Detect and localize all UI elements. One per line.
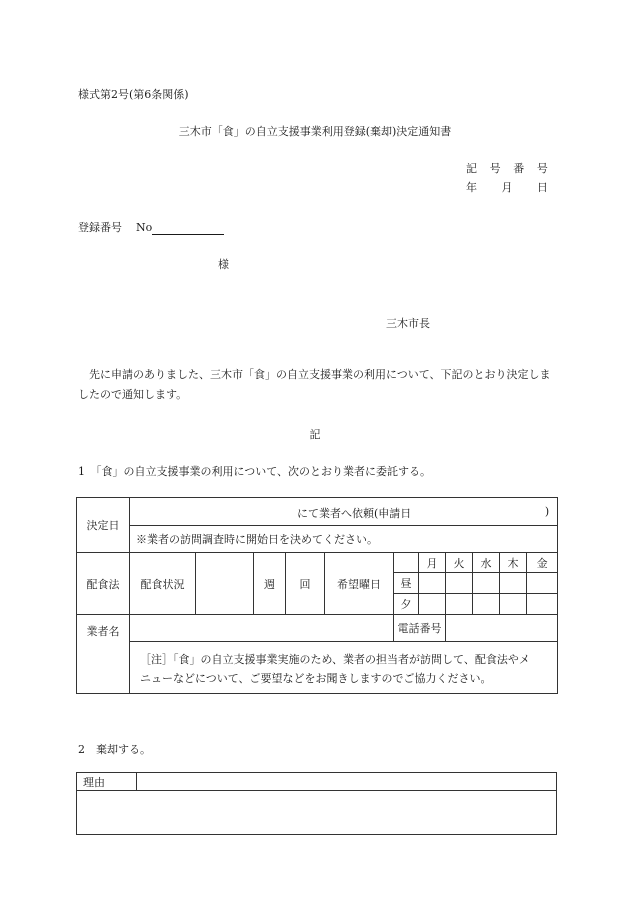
day-header-fri: 金 [527,553,558,573]
meta-char: 日 [536,181,548,194]
registration-label: 登録番号 [78,221,122,234]
lunch-mon-cell[interactable] [419,573,446,594]
lunch-thu-cell[interactable] [500,573,527,594]
item1-text: 1 「食」の自立支援事業の利用について、次のとおり業者に委託する。 [78,465,432,478]
week-label: 週 [254,553,286,615]
vendor-name-field[interactable] [130,615,394,642]
delegation-table [76,497,558,694]
meta-char: 号 [489,162,501,175]
reason-header-field[interactable] [137,773,557,791]
document-title: 三木市「食」の自立支援事業利用登録(棄却)決定通知書 [178,125,452,138]
number-row [466,159,548,178]
delivery-method-label: 配食法 [77,553,130,615]
dinner-label: 夕 [394,594,419,615]
dinner-fri-cell[interactable] [527,594,558,615]
times-label: 回 [286,553,325,615]
day-header-thu: 木 [500,553,527,573]
document-meta [466,159,548,197]
item2-text: 2 棄却する。 [78,743,151,756]
note-line: ［注］「食」の自立支援事業実施のため、業者の担当者が訪問して、配食法やメ [140,652,530,666]
registration-no-label: No [136,221,153,234]
lunch-label: 昼 [394,573,419,594]
decision-date-label: 決定日 [77,498,130,553]
meta-char: 記 [466,162,478,175]
vendor-visit-note [130,642,558,694]
close-paren: ) [544,505,550,518]
reason-field[interactable] [77,791,557,835]
ki-heading: 記 [309,428,321,441]
form-number: 様式第2号(第6条関係) [78,88,189,101]
sender-name: 三木市長 [386,317,430,330]
rejection-reason-table [76,772,557,835]
request-text: にて業者へ依頼(申請日 [297,507,412,520]
addressee-suffix: 様 [218,258,229,271]
preferred-day-label: 希望曜日 [325,553,394,615]
lunch-fri-cell[interactable] [527,573,558,594]
day-header-wed: 水 [473,553,500,573]
phone-label: 電話番号 [394,615,446,642]
registration-number [78,219,224,235]
delivery-status-field[interactable] [196,553,254,615]
date-row [466,178,548,197]
meta-char: 号 [536,162,548,175]
registration-number-blank[interactable] [152,222,224,235]
meta-char: 月 [501,181,513,194]
dinner-wed-cell[interactable] [473,594,500,615]
lunch-wed-cell[interactable] [473,573,500,594]
start-date-note: ※業者の訪問調査時に開始日を決めてください。 [130,526,558,553]
meta-char: 年 [466,181,478,194]
day-header-tue: 火 [446,553,473,573]
day-header-mon: 月 [419,553,446,573]
dinner-tue-cell[interactable] [446,594,473,615]
day-corner-cell [394,553,419,573]
decision-date-field[interactable] [130,498,558,526]
reason-label: 理由 [77,773,137,791]
lunch-tue-cell[interactable] [446,573,473,594]
meta-char: 番 [513,162,525,175]
phone-field[interactable] [446,615,558,642]
dinner-thu-cell[interactable] [500,594,527,615]
dinner-mon-cell[interactable] [419,594,446,615]
note-line: ニューなどについて、ご要望などをお聞きしますのでご協力ください。 [140,671,492,685]
body-paragraph: 先に申請のありました、三木市「食」の自立支援事業の利用について、下記のとおり決定しましたので通知します。 [78,368,551,401]
vendor-name-label: 業者名 [77,615,130,694]
delivery-status-label: 配食状況 [130,553,196,615]
